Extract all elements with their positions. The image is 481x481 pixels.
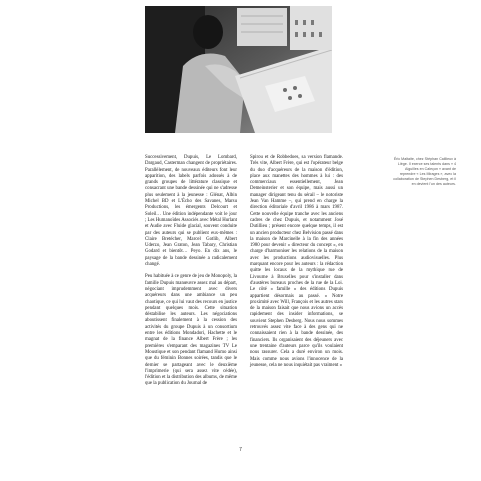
page-number: 7: [239, 447, 242, 453]
text-column-left: [145, 155, 237, 388]
paragraph: Peu habituée à ce genre de jeu de Monopoly, la famille Dupuis manœuvre assez mal au départ, négociant imprudemment avec divers acquéreurs dans une ambiance un peu chaotique, ce qui lui vaut des recours en justice pendant quelques mois. Cette situation déstabilise les auteurs. Les négociations aboutissent finalement à la cession des activités du groupe Dupuis à un consortium entre les éditions Mondadori, Hachette et le magnat de la finance Albert Frère ; les premières s'emparant des magazines TV Le Moustique et son pendant flamand Humo ainsi que du féminin Bonnes soirées, tandis que le dernier se partageant avec le deuxième l'imprimerie (qui sera assez vite cédée), l'édition et la distribution des albums, de même que la publication du Journal de: [145, 274, 237, 387]
paragraph: Successivement, Dupuis, Le Lombard, Dargaud, Casterman changent de propriétaires. Parallèlement, de nouveaux éditeurs font leur apparition, des labels parfois adossés à de grands groupes de littérature classique et consacrant une bande dessinée qui ne s'adresse plus seulement à la jeunesse : Glénat, Albin Michel BD et L'Écho des Savanes, Marsu Productions, les émergents Delcourt et Soleil… Une édition indépendante voit le jour ; Les Humanoïdes Associés avec Métal Hurlant et Audie avec Fluide glacial, souvent conduite par des auteurs qui se publient eux-mêmes : Claire Bretécher, Marcel Gotlib, Albert Uderzo, Jean Graton, Jean Tabary, Christian Godard et bientôt… Peyo. En dix ans, le paysage de la bande dessinée a radicalement changé.: [145, 155, 238, 268]
archival-photo: [145, 6, 332, 133]
text-column-right: [250, 155, 343, 369]
paragraph: Spirou et de Robbedoes, sa version flamande. Très vite, Albert Frère, qui est l'opérateur belge du duo d'acquéreurs de la maison d'édition, place aux manettes des hommes à lui : des commerciaux essentiellement, Jean Demeinsterier et son équipe, mais aussi un manager dirigeant tenu du sérail – le notoriste Jean Van Hamme –, qui prend en charge la direction éditoriale d'avril 1986 à mars 1987. Cette nouvelle équipe tranche avec les anciens cadres de chez Dupuis, et notamment José Dutillieu ; présent encore quelque temps, il est un ancien producteur chez Belvision passé dans la maison de Marcinelle à la fin des années 1980 pour devenir « directeur du concept », en charge d'harmoniser les relations de la maison avec les productions audiovisuelles. Plus marquant encore pour les auteurs : la rédaction quitte les locaux de la mythique rue de Livourne à Bruxelles pour s'installer dans d'austères bureaux proches de la rue de la Loi. Le côté « famille » des éditions Dupuis appartient désormais au passé. « Notre proximité avec Will, François et les autres stars de la maison faisait que nous avions un accès rapidement des insider informations, se souvient Stephen Desberg. Nous nous sommes retrouvés assez vite face à des gens qui ne connaissaient rien à la bande dessinée, des financiers. Ils organisaient des déjeuners avec une trentaine d'auteurs parce qu'ils voulaient nous rassurer. Cela a duré environ un mois. Mais comme nous avions l'innocence de la jeunesse, cela ne nous inquiétait pas vraiment »: [250, 155, 343, 368]
photo-caption: Éric Maltaite, chez Stéphan Caillieux à Liège. Il exerce ses talents dans « 4 Aiguilles en Caleçon » avant de reprendre « Les Mirages », avec la collaboration de Stephen Desberg, et il en devient l'un des auteurs.: [393, 157, 456, 186]
photo-illustration: [145, 6, 332, 133]
